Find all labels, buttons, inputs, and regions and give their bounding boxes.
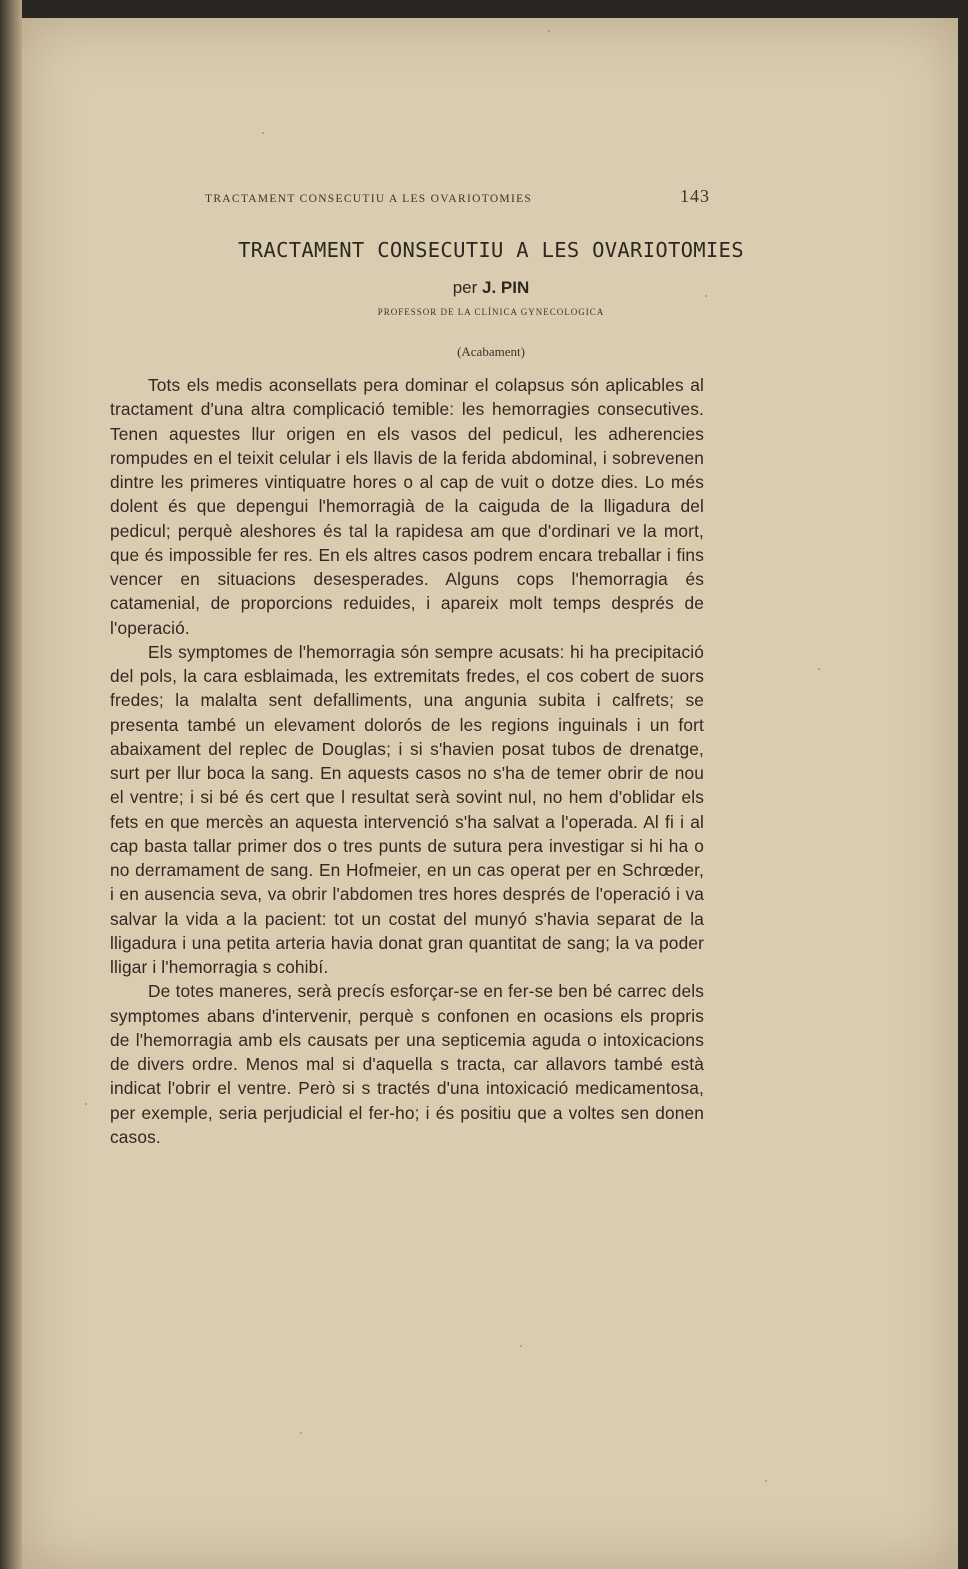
running-head: [205, 186, 710, 207]
byline: [0, 278, 968, 298]
byline-prefix: per: [452, 278, 478, 297]
article-body: [110, 373, 704, 1149]
page-number: 143: [680, 186, 710, 206]
running-head-title: TRACTAMENT CONSECUTIU A LES OVARIOTOMIES: [205, 193, 533, 205]
paragraph: Els symptomes de l'hemorragia són sempre acusats: hi ha precipitació del pols, la cara esblaimada, les extremitats fredes, el cos cobert de suors fredes; la malalta sent defalliments, una angunia subita i calfrets; se presenta també un elevament dolorós de les regions inguinals i un fort abaixament del replec de Douglas; i si s'havien posat tubos de drenatge, surt per llur boca la sang. En aquests casos no s'ha de temer obrir de nou el ventre; i si bé és cert que l resultat serà sovint nul, no hem d'oblidar els fets en que mercès an aquesta intervenció s'ha salvat a l'operada. Al fi i al cap basta tallar primer dos o tres punts de sutura pera investigar si hi ha o no derramament de sang. En Hofmeier, en un cas operat per en Schrœder, i en ausencia seva, va obrir l'abdomen tres hores després de l'operació i va salvar la vida a la pacient: tot un costat del munyó s'havia separat de la lligadura i una petita arteria havia donat gran quantitat de sang; la va poder lligar i l'hemorragia s cohibí.: [110, 641, 704, 977]
continuation-note: (Acabament): [457, 344, 525, 359]
author-name: J. PIN: [482, 278, 530, 297]
paragraph: Tots els medis aconsellats pera dominar el colapsus són aplicables al tractament d'una altra complicació temible: les hemorragies consecutives. Tenen aquestes llur origen en els vasos del pedicul, les adherencies rompudes en el teixit celular i els llavis de la ferida abdominal, i sobrevenen dintre les primeres vintiquatre hores o al cap de vuit o dotze dies. Lo més dolent és que depengui l'hemorragià de la caiguda de la lligadura del pedicul; perquè aleshores és tal la rapidesa am que d'ordinari ve la mort, que és impossible fer res. En els altres casos podrem encara treballar i fins vencer en situacions desesperades. Alguns cops l'hemorragia és catamenial, de proporcions reduides, i apareix molt temps després de l'operació.: [110, 375, 704, 638]
book-gutter: [0, 0, 22, 1569]
paragraph: De totes maneres, serà precís esforçar-se en fer-se ben bé carrec dels symptomes abans d'intervenir, perquè s confonen en ocasions els propris de l'hemorragia amb els causats per una septicemia aguda o intoxicacions de divers ordre. Menos mal si d'aquella s tracta, car allavors també està indicat l'obrir el ventre. Però si s tractés d'una intoxicació medicamentosa, per exemple, seria perjudicial el fer-ho; i és positiu que a voltes sen donen casos.: [110, 981, 704, 1147]
author-affiliation: PROFESSOR DE LA CLÍNICA GYNECOLOGICA: [377, 307, 605, 317]
article-title: TRACTAMENT CONSECUTIU A LES OVARIOTOMIES: [238, 238, 744, 262]
